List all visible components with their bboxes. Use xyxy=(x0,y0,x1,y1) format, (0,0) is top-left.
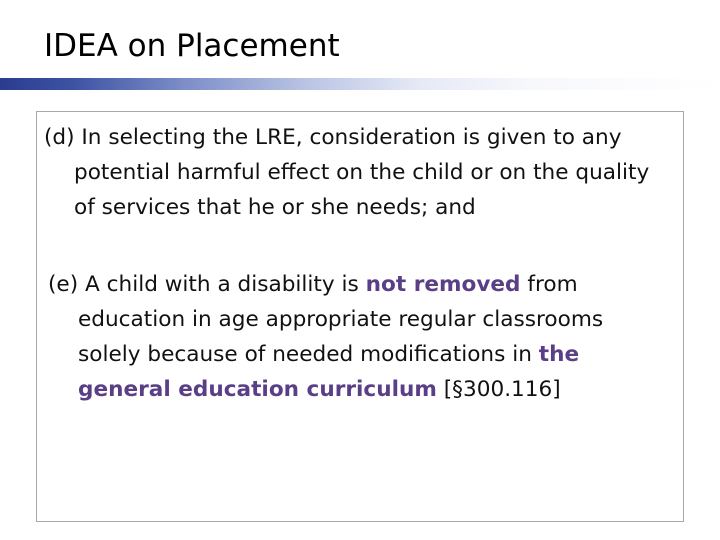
paragraph-e-line-1-suffix: from xyxy=(520,272,578,297)
paragraph-e-line-2: education in age appropriate regular classrooms xyxy=(78,307,604,332)
paragraph-e-line-3-text: solely because of needed modifications in xyxy=(78,342,539,367)
slide-title: IDEA on Placement xyxy=(44,28,340,64)
title-underline-gradient xyxy=(0,78,720,90)
paragraph-e-line-1 xyxy=(48,267,603,302)
paragraph-d-line-2: potential harmful effect on the child or on the quality xyxy=(74,160,650,185)
paragraph-d-line-3: of services that he or she needs; and xyxy=(74,195,476,220)
paragraph-e-line-4 xyxy=(48,372,603,407)
paragraph-e xyxy=(48,267,603,407)
paragraph-e-line-3 xyxy=(48,337,603,372)
emphasis-not-removed: not removed xyxy=(365,272,521,297)
citation-300-116: [§300.116] xyxy=(436,377,561,402)
emphasis-the: the xyxy=(538,342,580,367)
paragraph-d-line-1: (d) In selecting the LRE, consideration is given to any xyxy=(44,125,622,150)
emphasis-general-education-curriculum: general education curriculum xyxy=(78,377,437,402)
paragraph-e-line-1-prefix: (e) A child with a disability is xyxy=(48,272,366,297)
paragraph-d xyxy=(44,120,649,225)
